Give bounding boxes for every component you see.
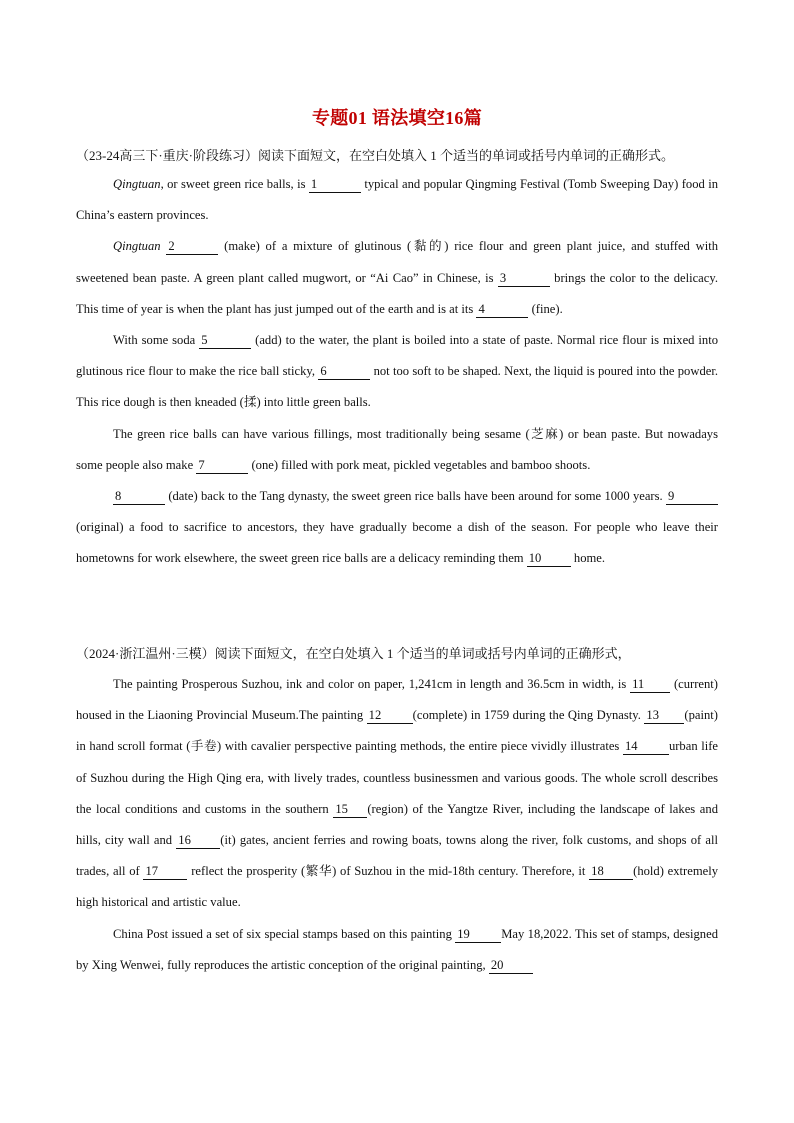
blank-5[interactable]: 5 — [199, 333, 251, 349]
blank-9[interactable]: 9 — [666, 489, 718, 505]
passage1-instruction: （23-24高三下·重庆·阶段练习）阅读下面短文，在空白处填入 1 个适当的单词或括号内单词的正确形式。 — [76, 148, 674, 163]
blank-13[interactable]: 13 — [644, 708, 684, 724]
passage1-paragraph-5: 8 (date) back to the Tang dynasty, the sweet green rice balls have been around for some 1000 years. 9 (original) a food to sacrifice to ancestors, they have gradually become a dish of the season. For people who leave their hometowns for work elsewhere, the sweet green rice balls are a delicacy reminding them 10 home. — [76, 489, 718, 566]
passage1-paragraph-1: Qingtuan, or sweet green rice balls, is 1 typical and popular Qingming Festival (Tomb Sweeping Day) food in China’s eastern provinces. — [76, 177, 718, 223]
passage1-paragraph-2: Qingtuan 2 (make) of a mixture of glutinous (黏的) rice flour and green plant juice, and stuffed with sweetened bean paste. A green plant called mugwort, or “Ai Cao” in Chinese, is 3 brings the color to the delicacy. This time of year is when the plant has just jumped out of the earth and is at its 4 (fine). — [76, 239, 719, 316]
passage2-instruction: （2024·浙江温州·三模）阅读下面短文，在空白处填入 1 个适当的单词或括号内单词的正确形式， — [76, 646, 631, 661]
passage1-paragraph-4: The green rice balls can have various fillings, most traditionally being sesame (芝麻) or bean paste. But nowadays some people also make 7 (one) filled with pork meat, pickled vegetables and bamboo shoots. — [76, 426, 718, 472]
blank-12[interactable]: 12 — [367, 708, 413, 724]
blank-11[interactable]: 11 — [630, 677, 670, 693]
blank-14[interactable]: 14 — [623, 739, 669, 755]
blank-4[interactable]: 4 — [476, 302, 528, 318]
term-qingtuan: Qingtuan — [113, 177, 161, 191]
blank-17[interactable]: 17 — [143, 864, 187, 880]
blank-10[interactable]: 10 — [527, 551, 571, 567]
passage2-paragraph-2: China Post issued a set of six special stamps based on this painting 19 May 18,2022. This set of stamps, designed by Xing Wenwei, fully reproduces the artistic conception of the original painting, 20 — [76, 926, 718, 972]
term-qingtuan: Qingtuan — [113, 239, 161, 254]
passage2-paragraph-1: The painting Prosperous Suzhou, ink and color on paper, 1,241cm in length and 36.5cm in width, is 11 (current) housed in the Liaoning Provincial Museum.The painting 12 (complete) in 1759 during the Qing Dynasty. 13 (paint) in hand scroll format (手卷) with cavalier perspective painting methods, the entire piece vividly illustrates 14 urban life of Suzhou during the High Qing era, with lively trades, countless businessmen and various goods. The whole scroll describes the local conditions and customs in the southern 15 (region) of the Yangtze River, including the landscape of lakes and hills, city wall and 16 (it) gates, ancient ferries and rowing boats, towns along the river, folk customs, and shops of all trades, all of 17 reflect the prosperity (繁华) of Suzhou in the mid-18th century. Therefore, it 18 (hold) extremely high historical and artistic value. — [76, 677, 719, 910]
passage1-paragraph-3: With some soda 5 (add) to the water, the plant is boiled into a state of paste. Normal rice flour is mixed into glutinous rice flour to make the rice ball sticky, 6 not too soft to be shaped. Next, the liquid is poured into the powder. This rice dough is then kneaded (揉) into little green balls. — [76, 333, 718, 410]
blank-19[interactable]: 19 — [455, 927, 501, 943]
blank-3[interactable]: 3 — [498, 271, 550, 287]
blank-20[interactable]: 20 — [489, 958, 533, 974]
blank-1[interactable]: 1 — [309, 177, 361, 193]
blank-2[interactable]: 2 — [166, 239, 218, 255]
passage2-body — [76, 669, 718, 981]
passage1-body — [76, 169, 718, 575]
blank-15[interactable]: 15 — [333, 802, 367, 818]
page-title: 专题01 语法填空16篇 — [311, 108, 483, 128]
blank-8[interactable]: 8 — [113, 489, 165, 505]
blank-16[interactable]: 16 — [176, 833, 220, 849]
blank-6[interactable]: 6 — [318, 364, 370, 380]
blank-7[interactable]: 7 — [196, 458, 248, 474]
blank-18[interactable]: 18 — [589, 864, 633, 880]
